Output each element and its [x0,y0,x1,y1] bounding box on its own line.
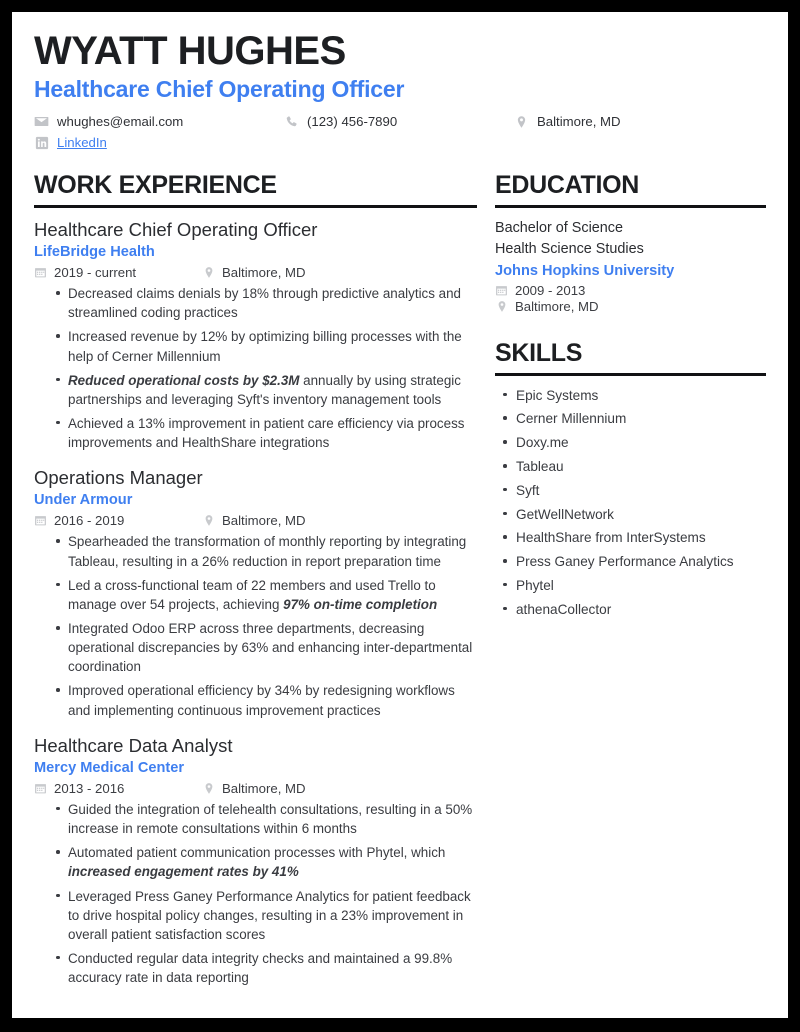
job-dates-text: 2016 - 2019 [54,513,125,529]
contact-phone[interactable] [284,114,514,129]
job-dates-text: 2019 - current [54,265,137,281]
bullet-item: Achieved a 13% improvement in patient care efficiency via process improvements and HealthShare integrations [56,414,477,452]
job-location [202,781,306,796]
job-meta [34,265,477,280]
job-entry [34,218,477,452]
job-location [202,265,306,280]
left-column [34,172,495,987]
education-dates [495,283,585,298]
contact-email-text: whughes@email.com [57,114,184,130]
skill-item: Press Ganey Performance Analytics [503,552,766,571]
map-pin-icon [514,114,529,129]
contact-row-primary [34,114,766,129]
section-education [495,172,766,314]
job-role: Healthcare Chief Operating Officer [34,218,318,240]
right-column [495,172,766,623]
section-divider [495,205,766,208]
education-location [495,299,599,314]
education-location-text: Baltimore, MD [515,299,599,315]
candidate-name: WYATT HUGHES [34,29,346,73]
job-entry [34,466,477,720]
calendar-icon [34,266,47,279]
section-work-experience [34,172,477,987]
bullet-item: Automated patient communication processes with Phytel, which increased engagement rates by 41% [56,843,477,881]
contact-email[interactable] [34,114,284,129]
skill-item: Epic Systems [503,386,766,405]
resume-header [12,12,788,150]
skill-item: Tableau [503,457,766,476]
job-bullets [34,284,477,452]
bullet-item: Improved operational efficiency by 34% by redesigning workflows and implementing continuous improvement practices [56,681,477,719]
bullet-item: Reduced operational costs by $2.3M annually by using strategic partnerships and leveraging Syft's inventory management tools [56,371,477,409]
map-pin-icon [202,266,215,279]
education-dates-text: 2009 - 2013 [515,283,586,299]
job-list [34,218,477,987]
education-list [495,218,766,314]
education-field: Health Science Studies [495,240,644,257]
education-school[interactable]: Johns Hopkins University [495,262,675,279]
map-pin-icon [495,300,508,313]
bullet-emphasis: increased engagement rates by 41% [68,864,299,880]
contact-location [514,114,714,129]
job-company[interactable]: Under Armour [34,492,133,509]
education-location-row [495,299,766,314]
contact-linkedin-text[interactable]: LinkedIn [57,135,107,151]
linkedin-icon [34,135,49,150]
contact-location-text: Baltimore, MD [537,114,621,130]
skill-item: Doxy.me [503,433,766,452]
job-company[interactable]: Mercy Medical Center [34,759,185,776]
skill-item: athenaCollector [503,600,766,619]
section-divider [34,205,477,208]
bullet-item: Decreased claims denials by 18% through predictive analytics and streamlined coding practices [56,284,477,322]
skills-list [495,386,766,619]
bullet-item: Conducted regular data integrity checks and maintained a 99.8% accuracy rate in data reporting [56,949,477,987]
job-dates [34,265,202,280]
job-bullets [34,800,477,987]
skills-heading: SKILLS [495,339,583,368]
bullet-item: Guided the integration of telehealth consultations, resulting in a 50% increase in remote consultations within 6 months [56,800,477,838]
bullet-emphasis: 97% on-time completion [283,596,438,612]
skill-item: HealthShare from InterSystems [503,528,766,547]
calendar-icon [34,782,47,795]
job-role: Operations Manager [34,467,203,489]
job-entry [34,734,477,988]
skill-item: GetWellNetwork [503,505,766,524]
contact-linkedin[interactable] [34,135,284,150]
education-degree: Bachelor of Science [495,219,623,236]
contact-details [34,114,766,150]
resume-body [12,172,788,987]
bullet-item: Increased revenue by 12% by optimizing billing processes with the help of Cerner Millennium [56,327,477,365]
job-bullets [34,532,477,719]
job-dates-text: 2013 - 2016 [54,780,125,796]
contact-phone-text: (123) 456-7890 [307,114,398,130]
education-dates-row [495,283,766,298]
job-location-text: Baltimore, MD [222,513,306,529]
bullet-item: Led a cross-functional team of 22 members and used Trello to manage over 54 projects, achieving 97% on-time completion [56,576,477,614]
work-experience-heading: WORK EXPERIENCE [34,171,277,200]
job-location [202,513,306,528]
job-company[interactable]: LifeBridge Health [34,244,155,261]
bullet-item: Spearheaded the transformation of monthly reporting by integrating Tableau, resulting in a 26% reduction in report preparation time [56,532,477,570]
job-meta [34,513,477,528]
phone-icon [284,114,299,129]
section-skills [495,340,766,619]
bullet-item: Integrated Odoo ERP across three departments, decreasing operational discrepancies by 63% and enhancing inter-departmental coordination [56,619,477,676]
map-pin-icon [202,514,215,527]
job-role: Healthcare Data Analyst [34,734,233,756]
contact-row-secondary [34,135,766,150]
job-location-text: Baltimore, MD [222,265,306,281]
map-pin-icon [202,782,215,795]
bullet-item: Leveraged Press Ganey Performance Analytics for patient feedback to drive hospital policy changes, resulting in a 23% improvement in overall patient satisfaction scores [56,887,477,944]
education-entry [495,218,766,314]
candidate-title: Healthcare Chief Operating Officer [34,76,405,102]
bullet-emphasis: Reduced operational costs by $2.3M [68,372,300,388]
section-divider [495,373,766,376]
education-heading: EDUCATION [495,171,640,200]
skill-item: Cerner Millennium [503,409,766,428]
job-dates [34,781,202,796]
calendar-icon [34,514,47,527]
skill-item: Phytel [503,576,766,595]
skill-item: Syft [503,481,766,500]
job-dates [34,513,202,528]
calendar-icon [495,284,508,297]
job-meta [34,781,477,796]
envelope-icon [34,114,49,129]
job-location-text: Baltimore, MD [222,780,306,796]
resume-page [12,12,788,1018]
